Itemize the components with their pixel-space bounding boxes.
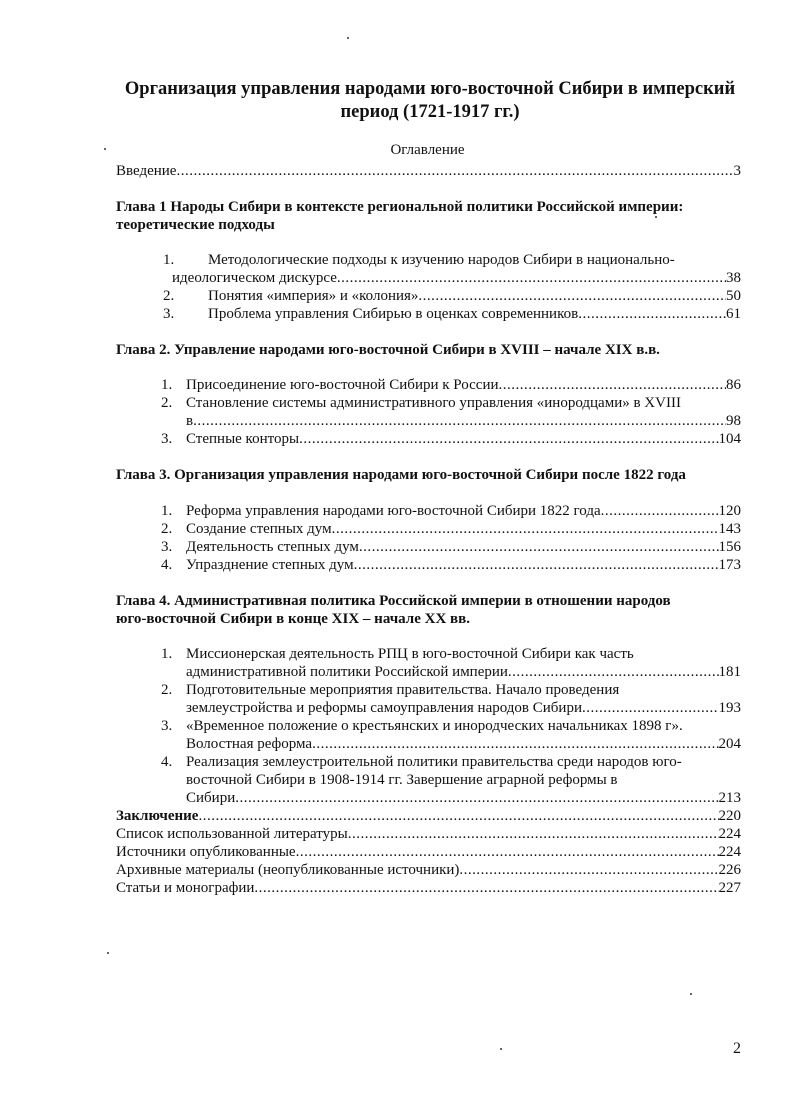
toc-entry-label: Волостная реформа (186, 736, 313, 752)
item-number: 4. (161, 557, 173, 573)
chapter-title-line: Глава 1 Народы Сибири в контексте региональной политики Российской империи: (116, 199, 684, 215)
toc-entry-page: 181 (718, 664, 741, 680)
toc-entry-ch3-3 (186, 538, 741, 556)
toc-entry-label: восточной Сибири в 1908-1914 гг. Завершение аграрной реформы в (186, 772, 618, 788)
toc-entry-ch2-3 (186, 430, 741, 448)
item-number: 2. (161, 521, 173, 537)
chapter-title-line: Глава 3. Организация управления народами юго-восточной Сибири после 1822 года (116, 467, 686, 483)
dot-leader (235, 789, 718, 807)
item-number: 2. (163, 288, 175, 304)
dot-leader (312, 735, 718, 753)
toc-entry-page: 193 (718, 700, 741, 716)
toc-entry-label: Деятельность степных дум (186, 539, 359, 555)
item-number: 2. (161, 395, 173, 411)
toc-entry-label: идеологическом дискурсе (172, 270, 337, 286)
toc-entry-label: Миссионерская деятельность РПЦ в юго-восточной Сибири как часть (186, 646, 634, 662)
scan-speck (655, 216, 657, 218)
dot-leader (499, 376, 727, 394)
toc-entry-page: 61 (726, 306, 741, 322)
toc-heading: Оглавление (390, 142, 465, 158)
toc-entry-ch2-2 (186, 412, 741, 430)
item-number: 3. (161, 718, 173, 734)
toc-entry-label: Статьи и монографии (116, 880, 255, 896)
toc-entry-page: 213 (718, 790, 741, 806)
chapter-title-line: Глава 2. Управление народами юго-восточной Сибири в XVIII – начале XIX в.в. (116, 342, 660, 358)
dot-leader (337, 269, 726, 287)
chapter-3-title (116, 466, 746, 484)
toc-entry-label: Проблема управления Сибирью в оценках современников (208, 306, 579, 322)
toc-entry-page: 227 (718, 880, 741, 896)
toc-entry-page: 220 (718, 808, 741, 824)
dot-leader (296, 843, 719, 861)
toc-entry-page: 224 (718, 844, 741, 860)
toc-entry-label: Упразднение степных дум (186, 557, 354, 573)
toc-entry-label: землеустройства и реформы самоуправления народов Сибири (186, 700, 582, 716)
toc-entry-label: Введение (116, 163, 177, 179)
toc-entry-page: 143 (718, 521, 741, 537)
dot-leader (354, 556, 719, 574)
toc-entry-label: Архивные материалы (неопубликованные источники) (116, 862, 460, 878)
toc-entry-label: Степные конторы (186, 431, 300, 447)
toc-entry-label: Создание степных дум (186, 521, 332, 537)
dot-leader (198, 807, 718, 825)
item-number: 1. (161, 646, 173, 662)
dot-leader (582, 699, 719, 717)
scan-speck (500, 1048, 502, 1050)
toc-entry-label: Методологические подходы к изучению народов Сибири в национально- (208, 252, 675, 268)
toc-entry-published-sources (116, 843, 741, 861)
scan-speck (104, 148, 106, 150)
toc-entry-archives (116, 861, 741, 879)
toc-entry-page: 224 (718, 826, 741, 842)
dot-leader (193, 412, 726, 430)
toc-entry-page: 156 (718, 539, 741, 555)
toc-entry-page: 38 (726, 270, 741, 286)
toc-entry-ch4-1 (186, 663, 741, 681)
chapter-1-title (116, 198, 746, 234)
toc-entry-ch4-4 (186, 789, 741, 807)
dot-leader (359, 538, 719, 556)
item-number: 3. (161, 431, 173, 447)
dot-leader (176, 162, 733, 180)
toc-entry-ch1-2 (208, 287, 741, 305)
dot-leader (578, 305, 726, 323)
toc-entry-label: в (186, 413, 194, 429)
item-number: 3. (163, 306, 175, 322)
chapter-4-title (116, 592, 746, 628)
page-number: 2 (733, 1040, 741, 1057)
dot-leader (418, 287, 726, 305)
toc-entry-bibliography (116, 825, 741, 843)
toc-entry-label: Понятия «империя» и «колония» (208, 288, 419, 304)
dot-leader (254, 879, 718, 897)
toc-entry-articles (116, 879, 741, 897)
toc-entry-page: 50 (726, 288, 741, 304)
toc-entry-label: Источники опубликованные (116, 844, 296, 860)
toc-entry-ch3-4 (186, 556, 741, 574)
chapter-2-title (116, 341, 746, 359)
toc-entry-page: 204 (718, 736, 741, 752)
toc-entry-page: 120 (718, 503, 741, 519)
toc-entry-ch4-3 (186, 735, 741, 753)
scan-speck (690, 993, 692, 995)
toc-entry-conclusion (116, 807, 741, 825)
toc-entry-label: Список использованной литературы (116, 826, 348, 842)
dot-leader (332, 520, 719, 538)
toc-entry-page: 98 (726, 413, 741, 429)
item-number: 2. (161, 682, 173, 698)
item-number: 3. (161, 539, 173, 555)
chapter-title-line: юго-восточной Сибири в конце XIX – начале XX вв. (116, 611, 470, 627)
toc-entry-label: Становление системы административного управления «инородцами» в XVIII (186, 395, 681, 411)
toc-entry-page: 173 (718, 557, 741, 573)
toc-entry-label: административной политики Российской империи (186, 664, 508, 680)
toc-entry-label: Заключение (116, 808, 199, 824)
item-number: 1. (163, 252, 175, 268)
toc-entry-label: Подготовительные мероприятия правительства. Начало проведения (186, 682, 620, 698)
chapter-title-line: теоретические подходы (116, 217, 275, 233)
toc-entry-ch4-2 (186, 699, 741, 717)
item-number: 1. (161, 503, 173, 519)
toc-entry-label: Реформа управления народами юго-восточной Сибири 1822 года (186, 503, 601, 519)
toc-entry-label: Присоединение юго-восточной Сибири к России (186, 377, 499, 393)
toc-entry-label: Реализация землеустроительной политики правительства среди народов юго- (186, 754, 682, 770)
document-title (100, 78, 760, 124)
dot-leader (508, 663, 719, 681)
toc-entry-label: Сибири (186, 790, 236, 806)
item-number: 1. (161, 377, 173, 393)
scan-speck (107, 952, 109, 954)
title-line-1: Организация управления народами юго-восточной Сибири в имперский (124, 79, 736, 99)
title-line-2: период (1721-1917 гг.) (340, 102, 520, 122)
toc-entry-ch1-1 (172, 269, 741, 287)
item-number: 4. (161, 754, 173, 770)
dot-leader (601, 502, 719, 520)
toc-entry-ch3-1 (186, 502, 741, 520)
toc-entry-ch3-2 (186, 520, 741, 538)
dot-leader (459, 861, 718, 879)
toc-entry-label: «Временное положение о крестьянских и инородческих начальниках 1898 г». (186, 718, 683, 734)
dot-leader (299, 430, 718, 448)
toc-entry-page: 104 (718, 431, 741, 447)
toc-entry-page: 226 (718, 862, 741, 878)
toc-entry-ch2-1 (186, 376, 741, 394)
toc-entry-intro (116, 162, 741, 180)
scan-speck (347, 37, 349, 39)
toc-entry-page: 86 (726, 377, 741, 393)
chapter-title-line: Глава 4. Административная политика Российской империи в отношении народов (116, 593, 671, 609)
toc-entry-ch1-3 (208, 305, 741, 323)
toc-entry-page: 3 (733, 163, 741, 179)
dot-leader (348, 825, 719, 843)
